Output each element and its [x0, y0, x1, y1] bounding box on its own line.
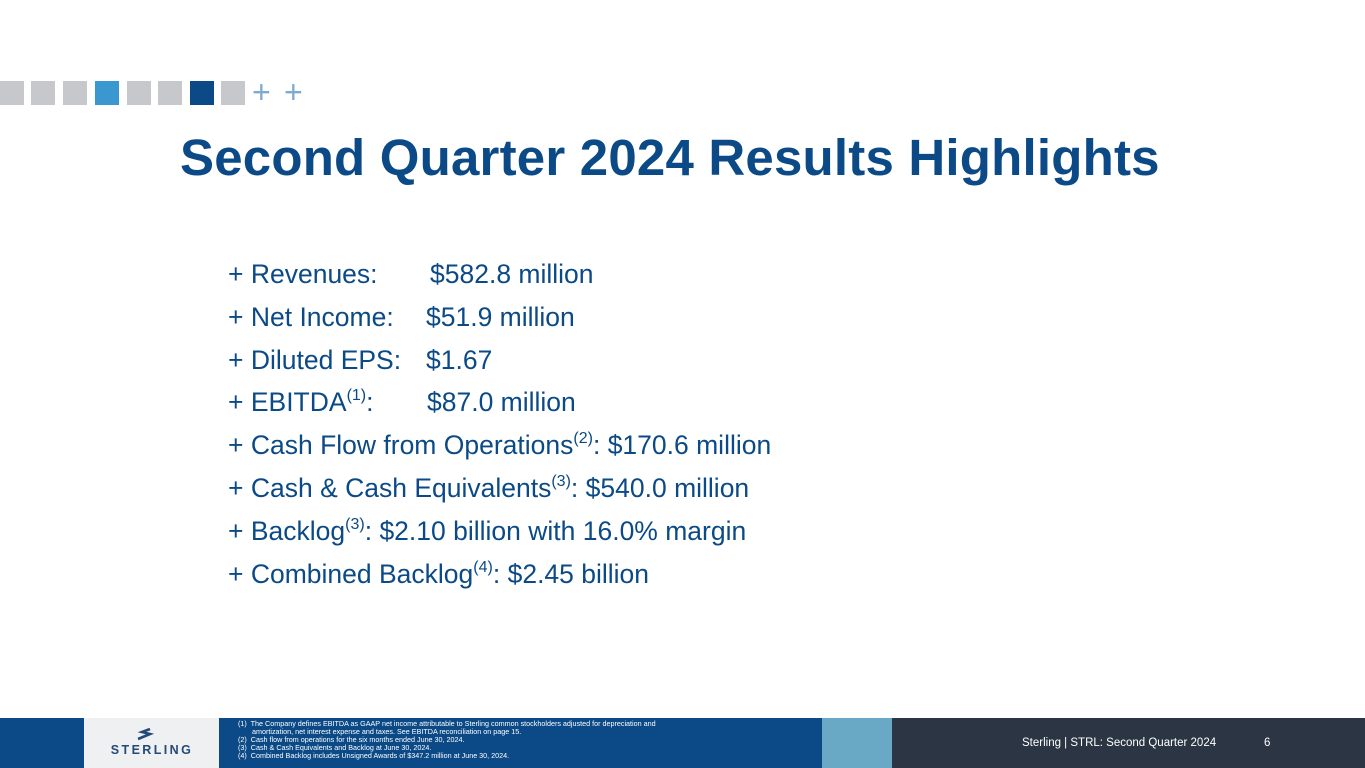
footnote-marker: (2)	[573, 430, 593, 448]
item-label: Backlog	[250, 515, 346, 546]
item-prefix: +	[228, 558, 251, 589]
item-label: Cash & Cash Equivalents	[250, 472, 552, 503]
list-item	[228, 468, 771, 511]
item-prefix: +	[228, 472, 251, 503]
sterling-logo-icon	[136, 728, 156, 742]
footnote-marker: (1)	[346, 387, 367, 405]
item-value: $87.0 million	[427, 387, 576, 418]
footnotes	[238, 720, 798, 760]
list-item	[228, 554, 771, 597]
decorative-square	[190, 81, 214, 105]
item-value: $582.8 million	[430, 259, 594, 289]
footnote: (3) Cash & Cash Equivalents and Backlog at June 30, 2024.	[238, 742, 432, 752]
item-label: Net Income:	[250, 301, 394, 332]
list-item	[228, 254, 771, 297]
decorative-square	[95, 81, 119, 105]
list-item	[228, 297, 771, 340]
footnote: (4) Combined Backlog includes Unsigned Awards of $347.2 million at June 30, 2024.	[238, 750, 510, 760]
item-colon: :	[364, 515, 373, 546]
item-prefix: +	[228, 301, 251, 332]
footnote-marker: (3)	[551, 472, 571, 490]
item-value: $2.10 billion with 16.0% margin	[379, 515, 747, 546]
item-value: $170.6 million	[607, 430, 772, 461]
item-colon: :	[592, 430, 601, 461]
item-colon: :	[492, 558, 501, 589]
item-value: $540.0 million	[585, 472, 750, 503]
footnote-marker: (3)	[345, 515, 365, 533]
decorative-square	[158, 81, 182, 105]
slide-footer	[0, 718, 1365, 768]
item-prefix: +	[228, 387, 251, 418]
list-item	[228, 425, 771, 468]
item-label: Combined Backlog	[250, 558, 474, 589]
item-prefix: +	[228, 430, 251, 461]
item-colon: :	[366, 387, 374, 418]
plus-icon: +	[252, 74, 271, 110]
list-item	[228, 511, 771, 554]
logo-wordmark: STERLING	[110, 743, 194, 757]
footnote-marker: (4)	[473, 558, 493, 576]
item-label-group	[228, 254, 430, 294]
decorative-square	[0, 81, 24, 105]
plus-icon: +	[284, 74, 303, 110]
item-value: $1.67	[426, 344, 493, 375]
item-value: $2.45 billion	[507, 558, 650, 589]
item-label: EBITDA	[250, 387, 347, 418]
list-item	[228, 382, 771, 425]
footer-accent-band	[822, 718, 892, 768]
list-item	[228, 340, 771, 383]
decorative-square	[127, 81, 151, 105]
footer-company-text: Sterling | STRL: Second Quarter 2024	[1022, 737, 1217, 749]
footnote: (2) Cash flow from operations for the six months ended June 30, 2024.	[238, 734, 465, 744]
item-value: $51.9 million	[426, 301, 575, 332]
item-label-group	[228, 340, 426, 380]
item-label-group	[228, 297, 426, 337]
item-prefix: +	[228, 515, 251, 546]
item-prefix: +	[228, 259, 251, 289]
footnote: (1) The Company defines EBITDA as GAAP net income attributable to Sterling common stockholders adjusted for depreciation and	[238, 719, 656, 728]
footer-band	[0, 718, 84, 768]
item-label: Diluted EPS:	[250, 344, 402, 375]
decorative-square	[31, 81, 55, 105]
item-colon: :	[570, 472, 579, 503]
footnote: amortization, net interest expense and taxes. See EBITDA reconciliation on page 15.	[238, 726, 522, 736]
item-label-group	[228, 382, 427, 427]
item-label: Revenues:	[250, 259, 378, 289]
item-label: Cash Flow from Operations	[250, 430, 574, 461]
highlights-list	[228, 254, 771, 596]
page-number: 6	[1264, 737, 1271, 749]
item-prefix: +	[228, 344, 251, 375]
page-title: Second Quarter 2024 Results Highlights	[180, 129, 1160, 186]
decorative-square	[221, 81, 245, 105]
decorative-square	[63, 81, 87, 105]
